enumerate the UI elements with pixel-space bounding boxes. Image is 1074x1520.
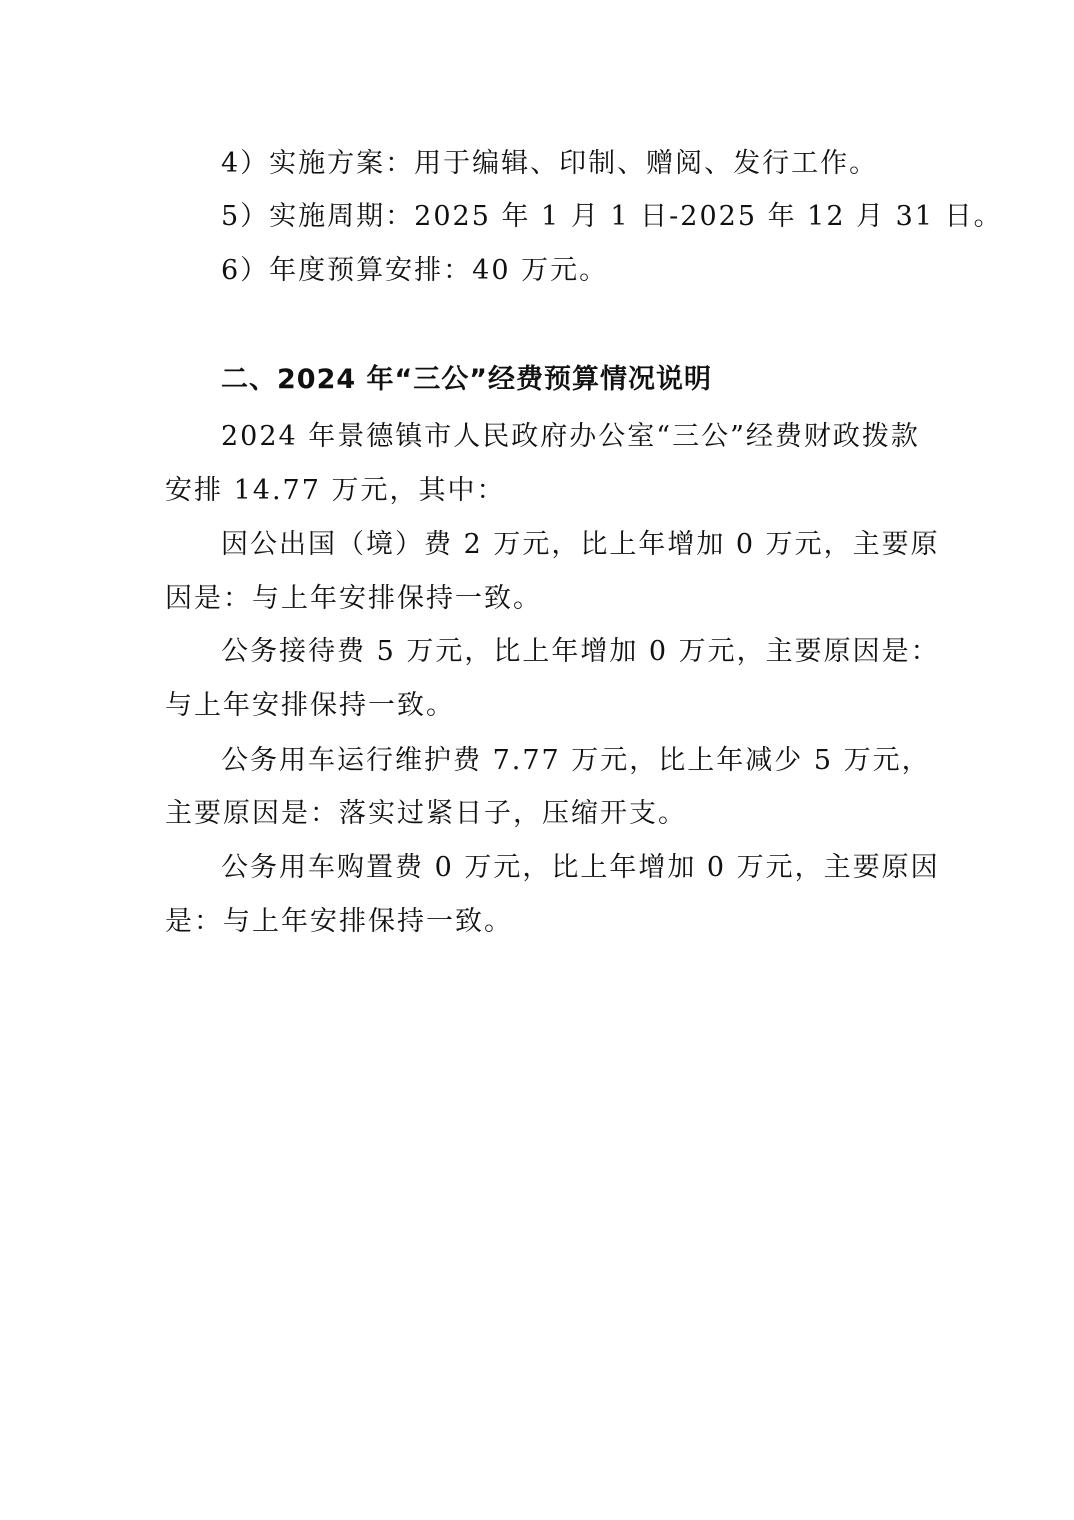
list-item-annual-budget: 6）年度预算安排：40 万元。 [221, 255, 609, 286]
paragraph-line: 是：与上年安排保持一致。 [165, 906, 513, 937]
paragraph-line: 公务接待费 5 万元，比上年增加 0 万元，主要原因是： [221, 636, 940, 667]
paragraph-line: 公务用车购置费 0 万元，比上年增加 0 万元，主要原因 [221, 852, 940, 883]
paragraph-line: 主要原因是：落实过紧日子，压缩开支。 [165, 798, 687, 829]
paragraph-line: 因公出国（境）费 2 万元，比上年增加 0 万元，主要原 [221, 529, 940, 560]
paragraph-line: 因是：与上年安排保持一致。 [165, 583, 542, 614]
paragraph-line: 公务用车运行维护费 7.77 万元，比上年减少 5 万元， [221, 745, 931, 776]
paragraph-line: 与上年安排保持一致。 [165, 690, 455, 721]
section-heading: 二、2024 年“三公”经费预算情况说明 [221, 364, 713, 395]
paragraph-line: 安排 14.77 万元，其中： [165, 475, 506, 506]
paragraph-line: 2024 年景德镇市人民政府办公室“三公”经费财政拨款 [221, 421, 920, 452]
list-item-implementation-period: 5）实施周期：2025 年 1 月 1 日-2025 年 12 月 31 日。 [221, 201, 1003, 232]
list-item-implementation-plan: 4）实施方案：用于编辑、印制、赠阅、发行工作。 [221, 148, 879, 179]
